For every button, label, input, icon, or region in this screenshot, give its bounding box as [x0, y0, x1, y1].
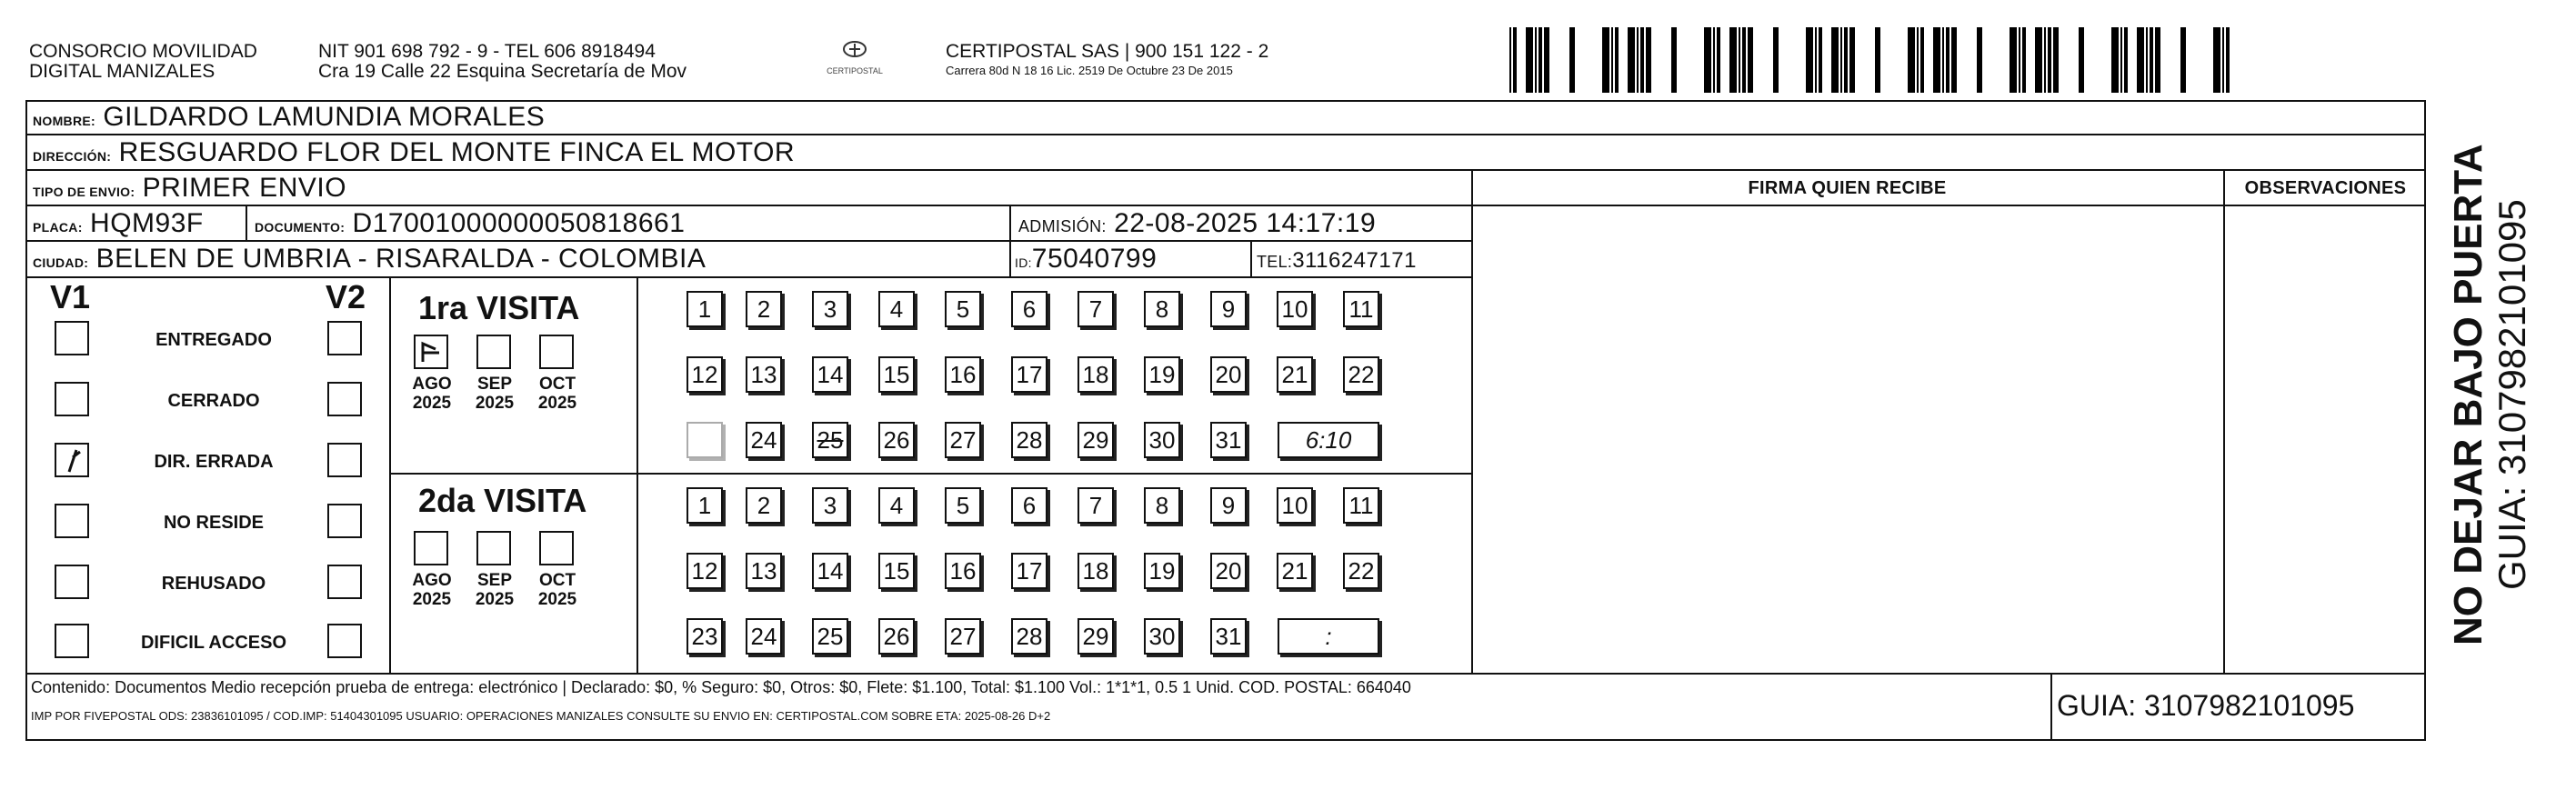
month-label — [530, 375, 585, 413]
ciudad-field — [33, 244, 706, 278]
day-box[interactable]: 10 — [1277, 487, 1313, 524]
day-box[interactable]: 11 — [1343, 487, 1379, 524]
day-box[interactable]: 6 — [1011, 487, 1047, 524]
day-box[interactable]: 14 — [812, 553, 848, 589]
v1-checkbox[interactable] — [55, 565, 89, 599]
no-dejar-warning: NO DEJAR BAJO PUERTA — [2446, 144, 2491, 645]
day-box[interactable]: 22 — [1343, 553, 1379, 589]
footer-imp: IMP POR FIVEPOSTAL ODS: 23836101095 / COD.IMP: 51404301095 USUARIO: OPERACIONES MANIZALES CONSULTE SU ENVIO EN: CERTIPOSTAL.COM SOBRE ETA: 2025-08-26 D+2 — [31, 709, 1051, 723]
status-option-label: REHUSADO — [161, 574, 266, 594]
month-name: SEP — [476, 571, 513, 590]
direccion-label: DIRECCIÓN: — [33, 149, 112, 164]
observaciones-header: OBSERVACIONES — [2244, 178, 2407, 198]
footer-content: Contenido: Documentos Medio recepción prueba de entrega: electrónico | Declarado: $0, % Seguro: $0, Otros: $0, Flete: $1.100, Total: $1.100 Vol.: 1*1*1, 0.5 1 Unid. COD. POSTAL: 664040 — [31, 678, 1411, 696]
id-field — [1015, 244, 1157, 278]
month-label — [530, 571, 585, 609]
company-nit — [318, 42, 687, 82]
observations-area[interactable] — [2225, 206, 2424, 671]
v1-checkbox[interactable] — [55, 504, 89, 538]
day-box[interactable]: 6 — [1011, 291, 1047, 327]
tipo-envio-value: PRIMER ENVIO — [142, 173, 347, 203]
month-checkbox[interactable] — [414, 531, 448, 565]
day-box[interactable]: 12 — [687, 553, 723, 589]
company-name — [29, 42, 257, 82]
status-option-label: NO RESIDE — [163, 513, 265, 533]
day-box[interactable]: 8 — [1144, 487, 1180, 524]
nombre-field — [33, 102, 545, 136]
tel-label: TEL: — [1257, 253, 1293, 271]
nombre-value: GILDARDO LAMUNDIA MORALES — [103, 102, 546, 132]
day-box[interactable]: 2 — [746, 487, 782, 524]
day-box[interactable]: 13 — [746, 553, 782, 589]
day-box[interactable]: 9 — [1210, 487, 1247, 524]
visit1-title: 1ra VISITA — [418, 289, 580, 326]
logo-text: CERTIPOSTAL — [827, 66, 883, 75]
day-box[interactable]: 23 — [687, 618, 723, 655]
day-box[interactable] — [687, 422, 723, 458]
day-box[interactable]: 4 — [878, 487, 915, 524]
day-box[interactable]: 19 — [1144, 356, 1180, 393]
tel-field — [1257, 244, 1417, 277]
month-checkbox[interactable] — [414, 335, 448, 369]
company-line1: CONSORCIO MOVILIDAD — [29, 41, 257, 62]
v2-checkbox[interactable] — [327, 382, 362, 416]
day-box[interactable]: 16 — [945, 356, 981, 393]
v2-checkbox[interactable] — [327, 443, 362, 477]
direccion-field — [33, 137, 795, 172]
certipostal-line1: CERTIPOSTAL SAS | 900 151 122 - 2 — [946, 41, 1269, 62]
admision-field — [1018, 208, 1376, 242]
day-box[interactable]: 17 — [1011, 356, 1047, 393]
month-checkbox[interactable] — [539, 531, 574, 565]
day-box[interactable]: 29 — [1078, 422, 1114, 458]
day-box[interactable]: 14 — [812, 356, 848, 393]
certipostal-info — [946, 42, 1268, 80]
day-box[interactable]: 8 — [1144, 291, 1180, 327]
visit2-title: 2da VISITA — [418, 482, 587, 519]
month-label — [405, 375, 459, 413]
v1-checkbox[interactable] — [55, 321, 89, 355]
signature-area[interactable] — [1473, 206, 2221, 671]
nit-line: NIT 901 698 792 - 9 - TEL 606 8918494 — [318, 41, 656, 62]
day-box[interactable]: 25 — [812, 618, 848, 655]
day-box[interactable]: 29 — [1078, 618, 1114, 655]
day-box[interactable]: 17 — [1011, 553, 1047, 589]
id-value: 75040799 — [1031, 244, 1158, 274]
day-box[interactable]: 10 — [1277, 291, 1313, 327]
day-box[interactable]: 9 — [1210, 291, 1247, 327]
day-box[interactable]: 28 — [1011, 422, 1047, 458]
day-box[interactable]: 18 — [1078, 356, 1114, 393]
day-box[interactable]: 31 — [1210, 618, 1247, 655]
checkmark-icon — [416, 336, 446, 367]
day-box[interactable]: 21 — [1277, 356, 1313, 393]
direccion-value: RESGUARDO FLOR DEL MONTE FINCA EL MOTOR — [118, 137, 796, 167]
v1-checkbox[interactable] — [55, 624, 89, 658]
status-option-label: CERRADO — [167, 391, 260, 411]
day-box[interactable]: 25 — [812, 422, 848, 458]
status-option-label: DIFICIL ACCESO — [140, 633, 286, 653]
day-box[interactable]: 18 — [1078, 553, 1114, 589]
day-box[interactable]: 21 — [1277, 553, 1313, 589]
day-box[interactable]: 16 — [945, 553, 981, 589]
day-box[interactable]: 7 — [1078, 291, 1114, 327]
logo-mark-icon — [837, 40, 873, 62]
v1-checkbox[interactable] — [55, 443, 89, 477]
month-year: 2025 — [475, 590, 515, 609]
month-year: 2025 — [537, 394, 577, 413]
ciudad-label: CIUDAD: — [33, 255, 89, 270]
day-box[interactable]: 30 — [1144, 618, 1180, 655]
day-box[interactable]: 27 — [945, 618, 981, 655]
day-box[interactable]: 28 — [1011, 618, 1047, 655]
day-box[interactable]: 4 — [878, 291, 915, 327]
day-box[interactable]: 5 — [945, 291, 981, 327]
v2-checkbox[interactable] — [327, 624, 362, 658]
placa-value: HQM93F — [90, 208, 204, 238]
status-option-label: ENTREGADO — [155, 330, 272, 350]
day-box[interactable]: 15 — [878, 553, 915, 589]
documento-value: D17001000000050818661 — [352, 208, 686, 238]
checkmark-icon — [56, 445, 87, 475]
day-box[interactable]: 24 — [746, 422, 782, 458]
month-checkbox[interactable] — [539, 335, 574, 369]
month-name: SEP — [476, 375, 513, 394]
day-box[interactable]: 22 — [1343, 356, 1379, 393]
day-box[interactable]: 26 — [878, 618, 915, 655]
nombre-label: NOMBRE: — [33, 114, 95, 128]
time-box[interactable]: : — [1278, 618, 1379, 655]
day-box[interactable]: 13 — [746, 356, 782, 393]
tipo-envio-label: TIPO DE ENVIO: — [33, 185, 135, 199]
barcode — [1509, 27, 2237, 93]
admision-value: 22-08-2025 14:17:19 — [1114, 208, 1377, 238]
month-label — [405, 571, 459, 609]
day-box[interactable]: 31 — [1210, 422, 1247, 458]
certipostal-line2: Carrera 80d N 18 16 Lic. 2519 De Octubre 23 De 2015 — [946, 64, 1233, 77]
address-line: Cra 19 Calle 22 Esquina Secretaría de Mov — [318, 61, 687, 82]
day-box[interactable]: 12 — [687, 356, 723, 393]
placa-label: PLACA: — [33, 220, 83, 235]
day-box[interactable]: 20 — [1210, 356, 1247, 393]
month-label — [467, 375, 522, 413]
v2-checkbox[interactable] — [327, 565, 362, 599]
day-box[interactable]: 1 — [687, 487, 723, 524]
day-box[interactable]: 1 — [687, 291, 723, 327]
ciudad-value: BELEN DE UMBRIA - RISARALDA - COLOMBIA — [95, 244, 707, 274]
firma-header: FIRMA QUIEN RECIBE — [1748, 178, 1947, 198]
day-box[interactable]: 27 — [945, 422, 981, 458]
month-label — [467, 571, 522, 609]
v1-checkbox[interactable] — [55, 382, 89, 416]
id-label: ID: — [1015, 255, 1032, 270]
month-checkbox[interactable] — [476, 335, 511, 369]
placa-field — [33, 208, 204, 243]
side-label — [2446, 144, 2533, 645]
day-box[interactable]: 3 — [812, 487, 848, 524]
day-box[interactable]: 3 — [812, 291, 848, 327]
tel-value: 3116247171 — [1292, 248, 1417, 273]
tipo-envio-field — [33, 173, 346, 207]
month-name: AGO — [412, 571, 452, 590]
month-year: 2025 — [537, 590, 577, 609]
month-year: 2025 — [412, 394, 452, 413]
day-box[interactable]: 20 — [1210, 553, 1247, 589]
footer-guia: GUIA: 3107982101095 — [2057, 689, 2355, 722]
time-box[interactable]: 6:10 — [1278, 422, 1379, 458]
side-guia: GUIA: 3107982101095 — [2491, 199, 2533, 590]
certipostal-logo — [823, 40, 887, 75]
day-box[interactable]: 11 — [1343, 291, 1379, 327]
month-name: AGO — [412, 375, 452, 394]
month-year: 2025 — [475, 394, 515, 413]
v2-checkbox[interactable] — [327, 504, 362, 538]
company-line2: DIGITAL MANIZALES — [29, 61, 216, 82]
day-box[interactable]: 2 — [746, 291, 782, 327]
documento-label: DOCUMENTO: — [255, 220, 346, 235]
day-box[interactable]: 15 — [878, 356, 915, 393]
v2-checkbox[interactable] — [327, 321, 362, 355]
month-checkbox[interactable] — [476, 531, 511, 565]
day-box[interactable]: 7 — [1078, 487, 1114, 524]
day-box[interactable]: 19 — [1144, 553, 1180, 589]
month-year: 2025 — [412, 590, 452, 609]
v1-header: V1 — [50, 278, 91, 315]
status-option-label: DIR. ERRADA — [154, 452, 274, 472]
month-name: OCT — [538, 571, 576, 590]
admision-label: ADMISIÓN: — [1018, 217, 1107, 235]
month-name: OCT — [538, 375, 576, 394]
day-box[interactable]: 5 — [945, 487, 981, 524]
day-box[interactable]: 30 — [1144, 422, 1180, 458]
v2-header: V2 — [326, 278, 366, 315]
day-box[interactable]: 26 — [878, 422, 915, 458]
day-box[interactable]: 24 — [746, 618, 782, 655]
documento-field — [255, 208, 685, 243]
